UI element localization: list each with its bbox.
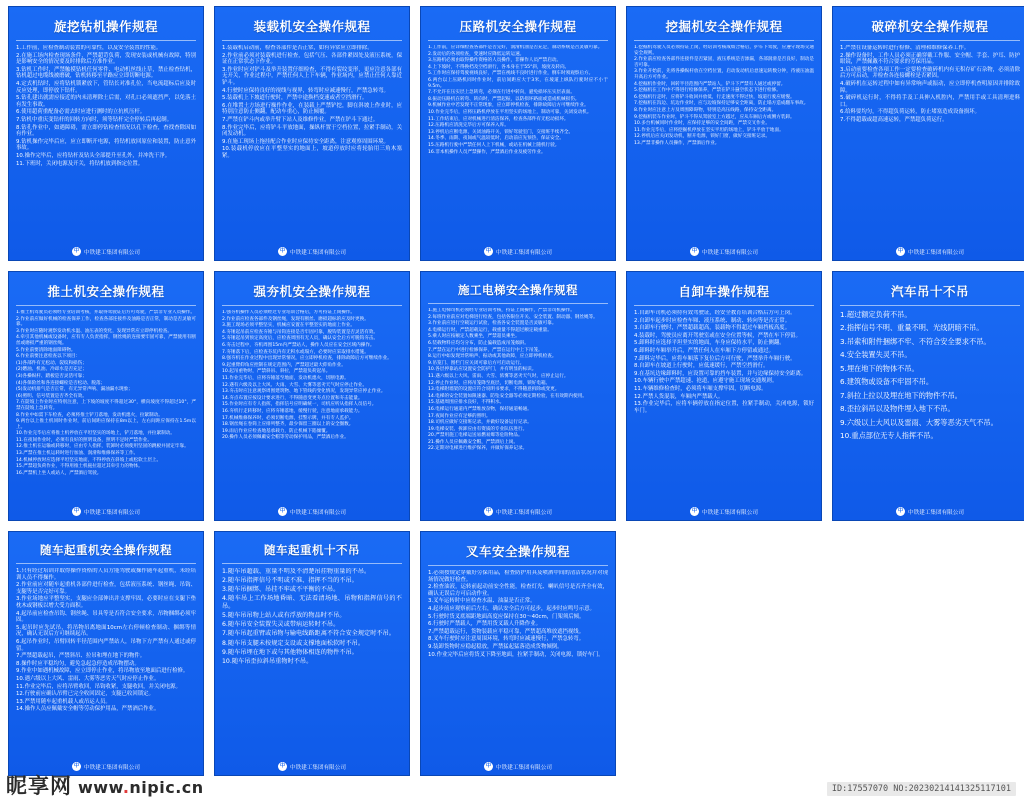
company-name: 中铁建工集团有限公司 bbox=[496, 764, 552, 771]
poster-body: 1.随车吊超载、重量不明及不清楚吊挂物重量的不吊。 2.随车吊指挥信号不明或不准、指挥不当的不吊。 3.随车吊捆绑、吊挂不牢或不平衡的不吊。 4.随车吊上工作场地昏暗、无法看清场地、吊物和指挥信号的不吊。 5.随车吊吊物上站人或有浮放的物品时不吊。 6.随车吊安全装置失灵或带病运转时不吊。 7.随车吊起重臂或吊物与输电线路距离不符合安全规定时不吊。 8.随车吊支腿未按规定支设或支撑地面松软时不吊。 9.随车吊埋在地下或与其他物体相连的物件不吊。 10.随车吊歪拉斜吊重物时不吊。 bbox=[222, 568, 402, 665]
poster-card bbox=[420, 531, 616, 776]
company-name: 中铁建工集团有限公司 bbox=[702, 249, 758, 256]
poster-body: 1.严禁在设备运转时进行检修、清理和维修保养工作。 2.操作设备时，工作人员必须正确穿戴工作服、安全帽、手套、护耳、防护眼镜，严禁佩戴不符合要求的劳保用品。 3.启动前要检查各项工作一定要检查破碎机内有无积存矿石杂物，必须清除后方可启动，并检查各连接螺栓是否紧固。 4.破碎机在运转过程中如有异常响声或振动，应立即停机查明原因并排除故障。 5.破碎机运行时，不得将手及工具伸入机腔内，严禁用手或工具清理进料口。 6.给料要均匀，不得超负荷运转，防止堵塞造成设备损坏。 7.不得超载或超高速运转，严禁超负荷运行。 bbox=[840, 45, 1020, 123]
poster-card bbox=[214, 531, 410, 776]
poster-title: 破碎机安全操作规程 bbox=[840, 13, 1020, 41]
poster-body: 1.自卸车司机必须持有效驾驶证，经安全教育培训合格后方可上岗。 2.自卸车起步时应检查车厢、液压系统、制动、转向等是否正常。 3.自卸车行驶时，严禁超载超高，装载物不得超过车厢挡板高度。 4.装载时，驾驶员应离开驾驶室或在安全位置等候，严禁在车下停留。 5.卸料时应选择平坦坚实的地面，车身应保持水平，防止侧翻。 6.卸料时车厢举升后，严禁任何人在车厢下方停留或通过。 7.卸料完毕后，应将车厢落下复位后方可行驶，严禁举升车厢行驶。 8.自卸车在坡道上行驶时，应低速缓行，严禁空挡滑行。 9.在基坑边缘卸料时，应设置可靠的挡车装置，并与边缘保持安全距离。 10.车辆行驶中严禁超速、抢道，应遵守施工现场交通规则。 11.车辆维修检查时，必须将车厢支撑牢固，切断电源。 12.严禁人货混装，车厢内严禁载人。 13.作业完毕后，应将车辆停放在指定位置，拉紧手制动，关闭电源，锁好车门。 bbox=[634, 310, 814, 414]
poster-card bbox=[832, 271, 1024, 521]
poster-card bbox=[626, 6, 822, 261]
company-name: 中铁建工集团有限公司 bbox=[84, 764, 140, 771]
watermark-brand-cn: 昵享网 bbox=[6, 774, 72, 798]
company-logo-icon: 中 bbox=[486, 763, 492, 769]
poster-body: 1.强夯机操作人员必须经过专业培训合格后，方可持证上岗操作。 2.作业前应检查各部件及钢丝绳，发现有断丝、磨损超标的应及时更换。 3.施工现场必须平整坚实，机械应安置在平整坚实的地面上作业。 4.夯锤起吊前应检查夯锤与吊钩连接是否牢固可靠，脱钩装置是否灵活有效。 5.夯锤起吊到预定高度后，应检查周围有无人员，确认安全后方可脱钩夯击。 6.夯击过程中，夯机周围15m内严禁站人，操作人员应在安全区域内操作。 7.夯锤落下后，应检查夯坑内有无积水或塌方，必要时应采取排水措施。 8.强夯机在作业过程中出现异常情况，应立即停机检查，排除故障后方可继续作业。 9.起重臂仰角应控制在规定范围内，严禁超过最大仰角作业。 10.起吊重物时，严禁斜吊、斜拉，严禁超负荷起吊。 11.作业完毕后，应将夯锤落至地面，发动机熄火，切断电源。 12.遇有六级及以上大风、大雨、大雪、大雾等恶劣天气时应停止作业。 13.夯击时应注意观察周围建筑物、地下管线的变化情况，发现异常应停止作业。 14.夯点布置应按设计要求进行，不得随意变更夯点位置和夯击能量。 15.作业时应有专人指挥，指挥信号应明确统一，司机应听从指挥人员信号。 16.夯机行走转移时，应将夯锤落地，缓慢行驶，注意地面承载能力。 17.机械维修保养时，必须切断电源，挂警示牌，并有专人监护。 18.钢丝绳在卷筒上应排列整齐，最少保留三圈以上的安全圈数。 19.雨后作业应检查地基承载力，防止机械下陷倾覆。 20.操作人员必须佩戴安全帽等劳动保护用品，严禁酒后作业。 bbox=[222, 310, 392, 441]
poster-card bbox=[832, 6, 1024, 261]
company-logo bbox=[634, 504, 814, 516]
poster-title: 叉车安全操作规程 bbox=[428, 538, 608, 566]
company-name: 中铁建工集团有限公司 bbox=[84, 509, 140, 516]
poster-card bbox=[420, 271, 616, 521]
poster-card bbox=[214, 271, 410, 521]
company-logo-icon: 中 bbox=[898, 248, 904, 254]
poster-body: 1.施工电梯司机必须经专业培训考核，持证上岗操作，严禁非司机操作。 2.每班作业前应对电梯进行检查，包括各限位开关、安全装置、制动器、钢丝绳等。 3.作业前应进行空载运行试验，检查各安全装置是否灵敏可靠。 4.电梯运行时，严禁超载运行，载重量不得超过额定载重量。 5.乘人时应按额定人数乘坐，严禁超员乘坐。 6.装载物料应均匀分布，防止偏载造成吊笼倾斜。 7.严禁在运行中进行检修保养，严禁在运行中上下吊笼。 8.运行中如发现异常响声、振动或其他故障，应立即停机检查。 9.吊笼门、围栏门应关闭可靠后方可启动运行。 10.各层停靠站应设置安全防护门，并有明显的标识。 11.遇六级以上大风、雷雨、大雪、浓雾等恶劣天气时，应停止运行。 12.停止作业时，应将吊笼降至底层，切断电源，锁好电箱。 13.电梯附墙架的设置应符合说明书要求，不得随意拆除或变更。 14.电梯的安全装置如限速器、防坠安全器等必须定期检验，在有效期内使用。 15.基础周围应排水良好，不得积水。 16.电梯运行通道内严禁堆放杂物，保持通道畅通。 17.夜间作业应有足够的照明。 18.司机应做好交接班记录，并做好设备运行记录。 19.电梯安装、拆卸应由有资质的专业队伍进行。 20.严禁用施工电梯运送易燃易爆等危险物品。 21.操作人员应佩戴安全帽，严禁酒后上岗。 22.定期对电梯进行维护保养，并做好保养记录。 bbox=[428, 308, 598, 452]
poster-title: 旋挖钻机操作规程 bbox=[16, 13, 196, 41]
poster-title: 施工电梯安全操作规程 bbox=[428, 278, 608, 304]
company-logo-icon: 中 bbox=[280, 763, 286, 769]
poster-grid bbox=[0, 6, 1024, 776]
poster-card bbox=[420, 6, 616, 261]
poster-title: 推土机安全操作规程 bbox=[16, 278, 196, 306]
poster-title: 汽车吊十不吊 bbox=[840, 278, 1020, 306]
company-name: 中铁建工集团有限公司 bbox=[908, 249, 964, 256]
poster-title: 压路机安全操作规程 bbox=[428, 13, 608, 41]
company-name: 中铁建工集团有限公司 bbox=[290, 509, 346, 516]
company-logo-icon: 中 bbox=[74, 248, 80, 254]
company-logo-icon: 中 bbox=[486, 508, 492, 514]
poster-body: 1.装载机启动前，检查各部件是否正常，如有异常应立即排除。 2.作业前必须对装载机进行检查，包括气压、各部件紧固处及液压系统，保证在正常状态下作业。 3.作业时应对铲斗及举升装置仔细检查，不得有裂纹变形，更应注意各部有无开关，作业过程中，严禁任何人上下车辆，作业场内，应禁止任何人靠近铲斗。 4.行驶时应保持良好的视线与视界，转弯时应减速慢行，严禁急转弯。 5.装载机上下坡道行驶时，严禁中途换档变速或者空挡滑行。 6.在堆置土方场进行操作作业，在装载上严禁铲挖，脚在斜坡上作业时，应特别注意防止侧翻，配动车重心，防止倾覆。 7.严禁在铲斗内或举升臂下站人及维修作业，严禁在铲斗下通过。 8.作业完毕后，应将铲斗平放地面，操纵杆置于空档位置，拉紧手制动，关闭发动机。 9.在施工现场上拖挂配合作业时应保持安全距离，注意观察周围环境。 10.装载机停放应在平整坚实的地面上，坡道停放时应将轮胎用三角木塞紧。 bbox=[222, 45, 402, 159]
poster-card bbox=[214, 6, 410, 261]
poster-body: 1.工作前，应详细检查各部件是否完好，润滑机油是否充足，制动系统是否灵敏可靠。 2.发动后的各项检查，变速时应降低运转运速。 3.压路机必须由取得操作资格的人员操作，非操作人员严禁启动。 4.上下坡时，不得换档及空档滑行，各本身在于55°斜，坡度及转向。 5.工作时应保持驾驶视线良好，严禁在视线不良时进行作业，倒车时须观察后方。 6.两台以上压路机同时作业时，前后间距应大于3米，在坡道上纵队行驶时应不小于9.5m。 7.不允许在压实层上急转弯，必须在行进中转向，避免损坏压实层表面。 8.振动压路机在转弯、转向时，严禁起振，以防损坏路面或造成机械损伤。 9.机械作业中若发现不正常现象，应立即停机检查，排除故障后方可继续作业。 10.作业完毕后，应将压路机停放在平坦坚实的场地上，制动可靠，关闭发动机。 11.工作结束后，应对机械进行清洁保养，检查各部件有无松动损坏。 12.压路机应清洗完毕后方可保养入库。 13.停机后应断电源，关闭油路开关，锁好驾驶室门，交接班手续齐全。 14.冬季、雨期、夜间或气温较低时，启动前应先预热，保证安全。 15.压路机行驶中严禁任何人上下机械，或站在机械上随机行驶。 16.非本机操作人员严禁操作，严禁酒后作业及疲劳作业。 bbox=[428, 45, 608, 155]
company-logo-icon: 中 bbox=[692, 508, 698, 514]
company-logo bbox=[840, 244, 1020, 256]
poster-title: 强夯机安全操作规程 bbox=[222, 278, 402, 306]
company-logo-icon: 中 bbox=[486, 248, 492, 254]
poster-body: 1.必须按规定穿戴好劳保用品，检查防护用具及喷洒中间的清洁状况并对现场情况做好检查。 2.检查油液，运转前起动前安全性能，检查灯光、喇叭信号是否齐全有效，确认无误后方可启动作业。 3.叉车运转时中应检查水温、油温是否正常。 4.起步前应观察前后左右，确认安全后方可起步，起步时应鸣号示意。 5.行驶时货叉底端距地面高度应保持在30～40cm，门架须后倾。 6.行驶时严禁载人，严禁用货叉载人升降作业。 7.严禁超载运行，货物装载应平稳可靠，严禁超高堆放遮挡视线。 8.叉车行驶时应注意周围环境，转弯时应减速慢行，严禁急转弯。 9.装卸货物时应稳起稳放，严禁猛起猛落造成货物倾倒。 10.作业完毕后应将货叉下降至地面，拉紧手制动，关闭电源，锁好车门。 bbox=[428, 570, 608, 658]
poster-card bbox=[8, 271, 204, 521]
company-logo bbox=[428, 504, 608, 516]
company-logo-icon: 中 bbox=[74, 508, 80, 514]
poster-title: 挖掘机安全操作规程 bbox=[634, 13, 814, 41]
company-name: 中铁建工集团有限公司 bbox=[496, 249, 552, 256]
company-logo bbox=[16, 244, 196, 256]
company-logo-icon: 中 bbox=[898, 508, 904, 514]
poster-card bbox=[626, 271, 822, 521]
poster-body: 1.推土机驾驶员必须经专业培训考核，并取得驾驶证后方可驾驶，严禁非专业人员操作。 2.作业前应做好机械的检查保养工作，检查各部连接件及油路是否正常，制动是否灵敏可靠。 3.作业时应随时观察发动机水温、油压表的变化，发现异常应立即停机检查。 4.牵引其他机械或设备时，应有专人负责指挥，钢丝绳的连接要牢固可靠，严禁使用有断丝或磨损严重的钢丝绳。 5.作业前要清除地面障碍物。 6.作业前要注意检查以下项目： (1)各部件有无松动、裂纹和损伤； (2)燃油、机油、冷却水是否充足； (3)各操纵杆、踏板是否灵活可靠； (4)各保险丝和各连接螺栓是否松动、脱落； (5)发动机排气是否正常，有无异常声响、漏油漏水现象； (6)照明、信号装置是否齐全有效。 7.在陡坡上作业时应特别注意，上下坡的坡度不得超过30°，横向坡度不得超过10°，严禁在陡坡上急转弯。 8.作业中如需下车检查，必须将推土铲刀落地，发动机熄火，拉紧制动。 9.两台以上推土机同时作业时，前后间距应保持在8m以上，左右间距应保持在1.5m以上。 10.作业完毕后应将推土机停放在平坦坚实的场地上，铲刀落地，并拉紧制动。 11.在夜间作业时，必须有良好的照明设备，照明不足时严禁作业。 12.推土机在运输或转移时，应由专人指挥，装卸时必须使用坚固的跳板并固定牢靠。 13.严禁在推土机运转时进行加油、润滑和维修保养等工作。 14.机械停放时应选择平坦坚实地面，不得停放在斜坡上或松软土层上。 15.严禁超负荷作业，不得用推土机拖拉超过其牵引力的物体。 16.严禁机上坐人或站人，严禁酒后驾驶。 bbox=[16, 310, 196, 476]
company-logo bbox=[222, 759, 402, 771]
poster-title: 随车起重机十不吊 bbox=[222, 538, 402, 564]
poster-title: 随车起重机安全操作规程 bbox=[16, 538, 196, 564]
watermark-url: www.nipic.cn bbox=[78, 778, 204, 797]
company-name: 中铁建工集团有限公司 bbox=[908, 509, 964, 516]
company-logo bbox=[222, 244, 402, 256]
poster-body: 1.工作前，应检查制动装置的可靠性，以及安全装置的性能。 2.在施工场内检查现场条件，严禁超苛负荷，发现安装或机械有故障，特别是影响安全的情况要及时排除后方准作业。 3.钻机工作时，严禁触摸钻机任何零件、电动机丝线止草，禁止检查钻机，钻机超过电缆线被磨破，钻机转移至平路应立即切断电源。 4.定式机钻时，应将钻机锁紧放下，管钻长对准孔位，当电流超标后应及时反应处理，即停放下钻杆。 5.钻孔建出就需应接近的内未清理除土后需，对孔口必须遮挡严，以免落土有发生事故。 6.使用超荷重配备必需去时应进行测时的立抗机压杆。 7.钻机中重庆变钻杆的回转方向时，须等钻杆完全停转后再起制。 8.钻孔作业中，如遇障碍，需立即停钻检查情况以孔下检查，查找查除因如有作业。 9.钻机操作完毕后应，应立即断开电源，将钻机放回原位和装置，防止意外事故。 10.操作完毕后，应将钻杆及钻头全部提升至孔外，并冲洗干净。 11.下班时，关闭电源及开关，将钻机放到指定位置。 bbox=[16, 45, 196, 167]
poster-title: 装载机安全操作规程 bbox=[222, 13, 402, 41]
company-logo bbox=[634, 244, 814, 256]
company-logo bbox=[428, 759, 608, 771]
company-logo bbox=[428, 244, 608, 256]
poster-card bbox=[8, 531, 204, 776]
company-name: 中铁建工集团有限公司 bbox=[290, 764, 346, 771]
poster-title: 自卸车操作规程 bbox=[634, 278, 814, 306]
poster-body: 1.超过额定负荷不吊。 2.指挥信号不明、重量不明、光线阴暗不吊。 3.吊索和附件捆绑不牢、不符合安全要求不吊。 4.安全装置失灵不吊。 5.埋在地下的物体不吊。 6.建筑物或设备不牢固不吊。 7.斜拉上拉以及埋在地下的物件不吊。 8.歪拉斜吊以及物件埋入地下不吊。 9.六级以上大风以及雷雨、大雾等恶劣天气不吊。 10.重点部位无专人指挥不吊。 bbox=[840, 310, 998, 440]
poster-body: 1.挖掘机驾驶人员必须持证上岗，经培训考核成绩合格后，护车下驾驶，应遵守现场交通安全规则。 2.作业前应检查各部件连接件是否紧固，液压系统是否渗漏，各部润滑是否良好，制动是否可靠。 3.作业开始前，先将各操纵杆放在空档位置，启动发动机后怠速运转数分钟，待液压油温升高后方可作业。 4.挖掘机作业时，回转半径范围内严禁站人，铲斗下严禁有人通过或停留。 5.挖掘机在工作中不得进行检修保养，严禁在铲斗悬空状态下进行检修。 6.挖掘机行走时，应将铲斗收回并放低，行走速度不得过快，坡道行驶应缓慢。 7.挖掘机在沟边、坑边作业时，应与边坡保持足够安全距离，防止塌方造成翻车事故。 8.作业时应注意上方及周围障碍物，特别是高压线路，保持安全距离。 9.挖掘机装车作业时，铲斗不得从驾驶室上方越过，应从车厢后方或侧方装卸。 10.多台机械同时作业时，应保持足够的安全间距，严禁交叉作业。 11.作业完毕后，应将挖掘机停放在坚实平坦的场地上，铲斗平放于地面。 12.停机后应关闭发动机，断开电源，锁好门窗，做好交接班记录。 13.严禁非操作人员操作，严禁酒后作业。 bbox=[634, 45, 814, 146]
asset-id-badge: ID:17557070 NO:20230214141325117101 bbox=[827, 782, 1016, 796]
site-watermark bbox=[6, 770, 204, 800]
company-name: 中铁建工集团有限公司 bbox=[702, 509, 758, 516]
company-name: 中铁建工集团有限公司 bbox=[290, 249, 346, 256]
company-logo-icon: 中 bbox=[280, 248, 286, 254]
company-name: 中铁建工集团有限公司 bbox=[84, 249, 140, 256]
company-logo bbox=[16, 504, 196, 516]
company-logo bbox=[222, 504, 402, 516]
company-name: 中铁建工集团有限公司 bbox=[496, 509, 552, 516]
poster-body: 1.只有经过培训并取得操作资格的人员方能驾驶或操作随车起重机，未经培训人员不得操作。 2.作业前应对随车起重机各部件进行检查，包括液压系统、钢丝绳、吊钩、支腿等是否完好可靠。 3.作业场地应平整坚实，支腿应全部伸出并支撑牢固，必要时应在支腿下垫枕木或钢板以增大受力面积。 4.起吊前应检查吊钩、钢丝绳、吊具等是否符合安全要求，吊物捆绑必须牢固。 5.起吊时应先试吊，将吊物吊离地面10cm左右停顿检查制动、捆绑等情况，确认无误后方可继续起吊。 6.起吊作业时，吊臂回转半径范围内严禁站人，吊物下方严禁有人通过或停留。 7.严禁超载起吊，严禁斜吊、拉吊和埋在地下的物件。 8.操作时应平稳均匀，避免急起急停造成吊物摆动。 9.作业中如遇机械故障，应立即停止作业，将吊物放至地面后进行检修。 10.遇六级以上大风、雷雨、大雾等恶劣天气时应停止作业。 11.作业完毕后，应将吊臂收回，吊钩收紧，支腿收回，并关闭电源。 12.行驶前应确认吊臂已完全收回固定，支腿已收回锁定。 13.严禁用随车起重机载人或吊运人员。 14.操作人员应佩戴安全帽等劳动保护用品，严禁酒后作业。 bbox=[16, 568, 196, 713]
company-logo-icon: 中 bbox=[692, 248, 698, 254]
poster-card bbox=[8, 6, 204, 261]
company-logo bbox=[840, 504, 1020, 516]
company-logo-icon: 中 bbox=[280, 508, 286, 514]
company-logo-icon: 中 bbox=[74, 763, 80, 769]
